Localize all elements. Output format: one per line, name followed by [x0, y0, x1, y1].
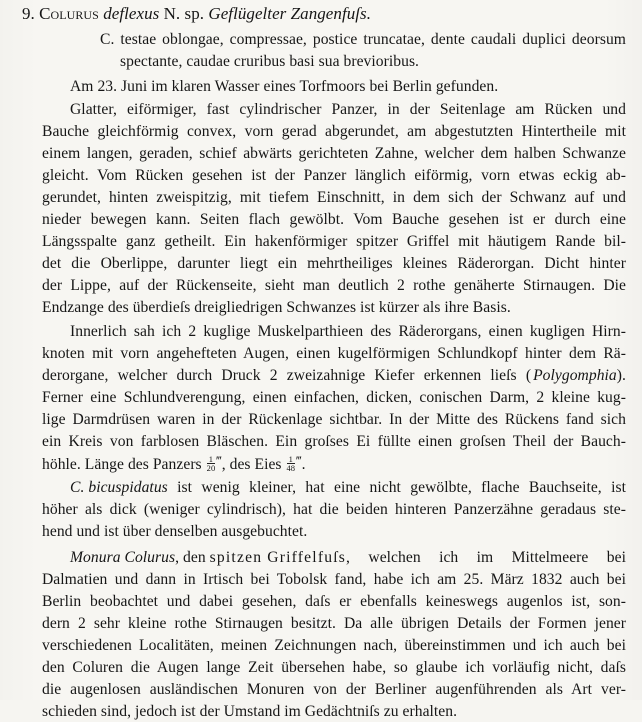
p4-line-2: höher als dick (weniger cylindrisch), hat die beiden hinteren Panzerzähne geradaus ste-	[42, 501, 626, 518]
diagnosis-line-1: C. testae oblongae, compressae, postice truncatae, dente caudali duplici deorsum	[100, 31, 626, 48]
p2-line-8: det die Oberlippe, darunter liegt ein mehrtheiliges kleines Räderorgan. Dicht hinter	[42, 255, 626, 272]
p4-line-3: hend und ist über denselben ausgebuchtet.	[42, 523, 308, 540]
p3-line-3-text: derorgane, welcher durch Druck 2 zweizahnige Kiefer erkennen lieſs (	[42, 367, 532, 384]
species-c-bicuspidatus: C. bicuspidatus	[70, 479, 168, 496]
p5-line-1: Monura Colurus , den spitzen Griffelfuſs , welchen ich im Mittelmeere bei	[70, 549, 626, 566]
spaced-term: spitzen Griffelfuſs	[209, 549, 347, 566]
p3-line-3	[42, 366, 626, 386]
p3-line-7: höhle. Länge des Panzers $\frac{1}{20}$ ‴, des Eies $\frac{1}{48}$ ‴.	[42, 453, 306, 473]
p3-line-3-close: ).	[616, 367, 626, 384]
p5-line-6: den Coluren die Augen lange Zeit übersehen habe, so glaube ich vorläufig nicht, daſs	[42, 659, 626, 676]
p3-line-1: Innerlich sah ich 2 kuglige Muskelparthieen des Räderorgans, einen kugligen Hirn-	[70, 323, 626, 340]
p5-line-8: schieden sind, jedoch ist der Umstand im Gedächtniſs zu erhalten.	[42, 703, 458, 720]
p4-line-1: C. bicuspidatus ist wenig kleiner, hat eine nicht gewölbte, flache Bauchseite, ist	[70, 479, 626, 496]
p2-line-5: gerundet, hinten zweispitzig, mit tiefem Einschnitt, in dem sich der Schwanz auf und	[42, 189, 626, 206]
species-heading	[22, 4, 371, 24]
p5-line-7: die augenlosen ausländischen Monuren von der Berliner augenführenden als Art ver-	[42, 681, 626, 698]
p5-line-2: Dalmatien und dann in Irtisch bei Tobolsk fand, habe ich am 25. März 1832 auch bei	[42, 571, 626, 588]
fraction-ei: $\frac{1}{48}$	[286, 453, 296, 473]
paragraph-found-line: Am 23. Juni im klaren Wasser eines Torfmoors bei Berlin gefunden.	[70, 78, 499, 95]
species-name: deflexus	[103, 4, 160, 23]
fraction-panzer: $\frac{1}{20}$	[206, 453, 216, 473]
diagnosis-line-2: spectante, caudae cruribus basi sua brevioribus.	[120, 53, 420, 70]
p3-line-2: knoten mit vorn angehefteten Augen, einen kugelförmigen Schlundkopf hinter dem Rä-	[42, 345, 626, 362]
common-name: Geflügelter Zangenfuſs.	[208, 4, 372, 23]
length-text: höhle. Länge des Panzers	[42, 456, 206, 473]
p3-line-4: Ferner eine Schlundverengung, einen einfachen, dicken, conischen Darm, 2 kleine kug-	[42, 389, 626, 406]
p2-line-9: der Lippe, auf der Rückenseite, sieht man deutlich 2 rothe genäherte Stirnaugen. Die	[42, 277, 626, 294]
p2-line-2: Bauche gleichförmig convex, vorn gerad abgerundet, am abgestutzten Hintertheile mit	[42, 123, 626, 140]
p2-line-3: einem langen, geraden, schief abwärts gerichteten Zahne, welcher dem halben Schwanze	[42, 145, 626, 162]
new-species-marker: N. sp.	[163, 4, 205, 23]
section-number: 9.	[22, 4, 35, 23]
p2-line-1: Glatter, eiförmiger, fast cylindrischer Panzer, in der Seitenlage am Rücken und	[70, 101, 626, 118]
p2-line-4: gleicht. Vom Rücken gesehen ist der Panzer länglich eiförmig, vorn etwas eckig ab-	[42, 167, 626, 184]
p5-line-5: verschiedenen Localitäten, meinen Zeichnungen nach, übereinstimmen und ich auch bei	[42, 637, 626, 654]
genus-name: Colurus	[39, 4, 99, 23]
genus-reference-polygomphia: Polygomphia	[533, 367, 617, 384]
p3-line-5: lige Darmdrüsen waren in der Rückenlage sichtbar. In der Mitte des Rückens fand sich	[42, 411, 626, 428]
p5-line-4: dern 2 sehr kleine rothe Stirnaugen besitzt. Da alle übrigen Details der Formen jener	[42, 615, 626, 632]
p5-line-3: Berlin beobachtet und dabei gesehen, daſs er ebenfalls keineswegs augenlos ist, son-	[42, 593, 626, 610]
p2-line-7: Längsspalte ganz getheilt. Ein hakenförmiger spitzer Griffel mit häutigem Rande bil-	[42, 233, 626, 250]
species-monura-colurus: Monura Colurus	[70, 549, 176, 566]
p2-line-10: Endzange des überdieſs dreigliedrigen Schwanzes ist kürzer als ihre Basis.	[42, 299, 511, 316]
p2-line-6: nieder bewegen kann. Seiten flach gewölbt. Vom Bauche gesehen ist er durch eine	[42, 211, 626, 228]
p3-line-6: ein Kreis von farblosen Bläschen. Ein groſses Ei füllte einen groſsen Theil der Bauch-	[42, 433, 626, 450]
